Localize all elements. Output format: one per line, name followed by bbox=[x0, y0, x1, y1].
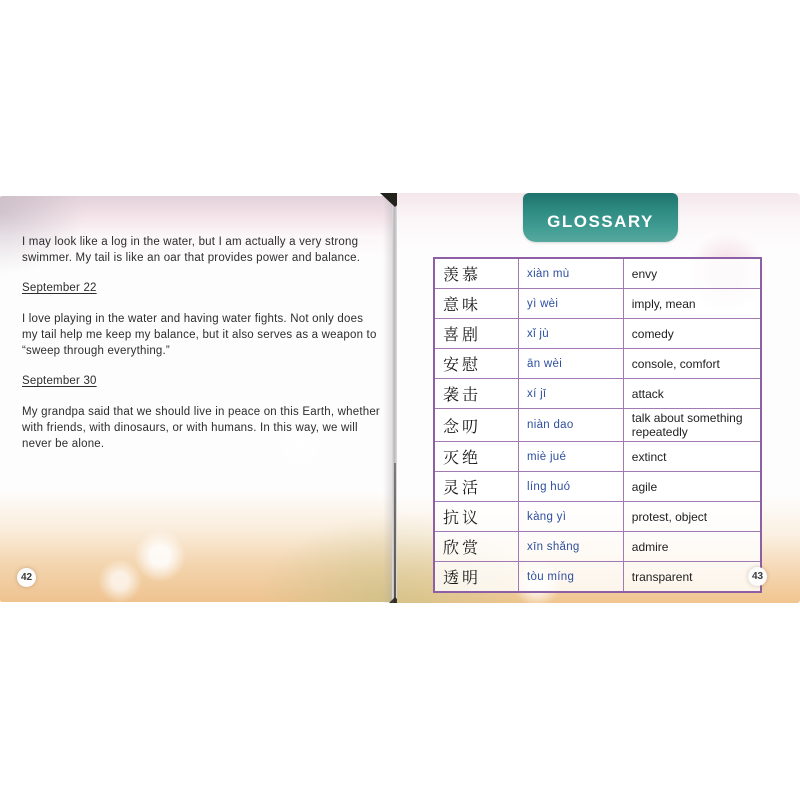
page-number-left: 42 bbox=[17, 568, 36, 587]
glossary-cell-chinese: 透明 bbox=[434, 562, 519, 593]
glossary-cell-chinese: 灵活 bbox=[434, 472, 519, 502]
glossary-row bbox=[434, 379, 761, 409]
glossary-row bbox=[434, 532, 761, 562]
glossary-cell-pinyin: miè jué bbox=[519, 442, 624, 472]
glossary-cell-chinese: 抗议 bbox=[434, 502, 519, 532]
right-page bbox=[397, 193, 800, 603]
glossary-row bbox=[434, 258, 761, 289]
glossary-cell-chinese: 意味 bbox=[434, 289, 519, 319]
glossary-cell-pinyin: xǐ jù bbox=[519, 319, 624, 349]
diary-paragraph: I may look like a log in the water, but I am actually a very strong swimmer. My tail is like an oar that provides power and balance. bbox=[22, 236, 361, 264]
diary-paragraph: My grandpa said that we should live in peace on this Earth, whether with friends, with dinosaurs, or with humans. In this way, we will never be alone. bbox=[22, 406, 380, 450]
glossary-cell-english: imply, mean bbox=[623, 289, 761, 319]
glossary-banner bbox=[523, 193, 678, 242]
glossary-cell-chinese: 念叨 bbox=[434, 409, 519, 442]
glossary-cell-pinyin: ān wèi bbox=[519, 349, 624, 379]
glossary-cell-english: extinct bbox=[623, 442, 761, 472]
glossary-cell-english: comedy bbox=[623, 319, 761, 349]
glossary-title: GLOSSARY bbox=[547, 212, 654, 231]
glossary-cell-pinyin: yì wèi bbox=[519, 289, 624, 319]
glossary-row bbox=[434, 289, 761, 319]
glossary-cell-english: transparent bbox=[623, 562, 761, 593]
glossary-cell-english: agile bbox=[623, 472, 761, 502]
glossary-cell-chinese: 安慰 bbox=[434, 349, 519, 379]
diary-paragraph: I love playing in the water and having water fights. Not only does my tail help me keep my balance, but it also serves as a weapon to “sweep through everything.” bbox=[22, 313, 377, 357]
glossary-cell-english: console, comfort bbox=[623, 349, 761, 379]
glossary-cell-english: protest, object bbox=[623, 502, 761, 532]
glossary-cell-chinese: 喜剧 bbox=[434, 319, 519, 349]
glossary-row bbox=[434, 502, 761, 532]
glossary-cell-english: admire bbox=[623, 532, 761, 562]
glossary-cell-chinese: 袭击 bbox=[434, 379, 519, 409]
glossary-table-body bbox=[434, 258, 761, 592]
glossary-cell-pinyin: niàn dao bbox=[519, 409, 624, 442]
glossary-row bbox=[434, 319, 761, 349]
glossary-table bbox=[433, 257, 762, 593]
glossary-cell-chinese: 灭绝 bbox=[434, 442, 519, 472]
glossary-cell-pinyin: xí jī bbox=[519, 379, 624, 409]
glossary-row bbox=[434, 349, 761, 379]
glossary-row bbox=[434, 442, 761, 472]
glossary-row bbox=[434, 409, 761, 442]
glossary-cell-chinese: 羡慕 bbox=[434, 258, 519, 289]
glossary-cell-chinese: 欣赏 bbox=[434, 532, 519, 562]
diary-date-heading: September 30 bbox=[22, 375, 97, 387]
glossary-row bbox=[434, 472, 761, 502]
glossary-cell-pinyin: tòu míng bbox=[519, 562, 624, 593]
glossary-cell-pinyin: xiàn mù bbox=[519, 258, 624, 289]
glossary-cell-pinyin: líng huó bbox=[519, 472, 624, 502]
glossary-cell-pinyin: kàng yì bbox=[519, 502, 624, 532]
glossary-cell-english: attack bbox=[623, 379, 761, 409]
glossary-cell-pinyin: xīn shǎng bbox=[519, 532, 624, 562]
glossary-cell-english: talk about something repeatedly bbox=[623, 409, 761, 442]
diary-date-heading: September 22 bbox=[22, 282, 97, 294]
page-number-right: 43 bbox=[748, 567, 767, 586]
glossary-row bbox=[434, 562, 761, 593]
left-page-text bbox=[22, 234, 380, 466]
left-page bbox=[0, 196, 392, 602]
glossary-cell-english: envy bbox=[623, 258, 761, 289]
